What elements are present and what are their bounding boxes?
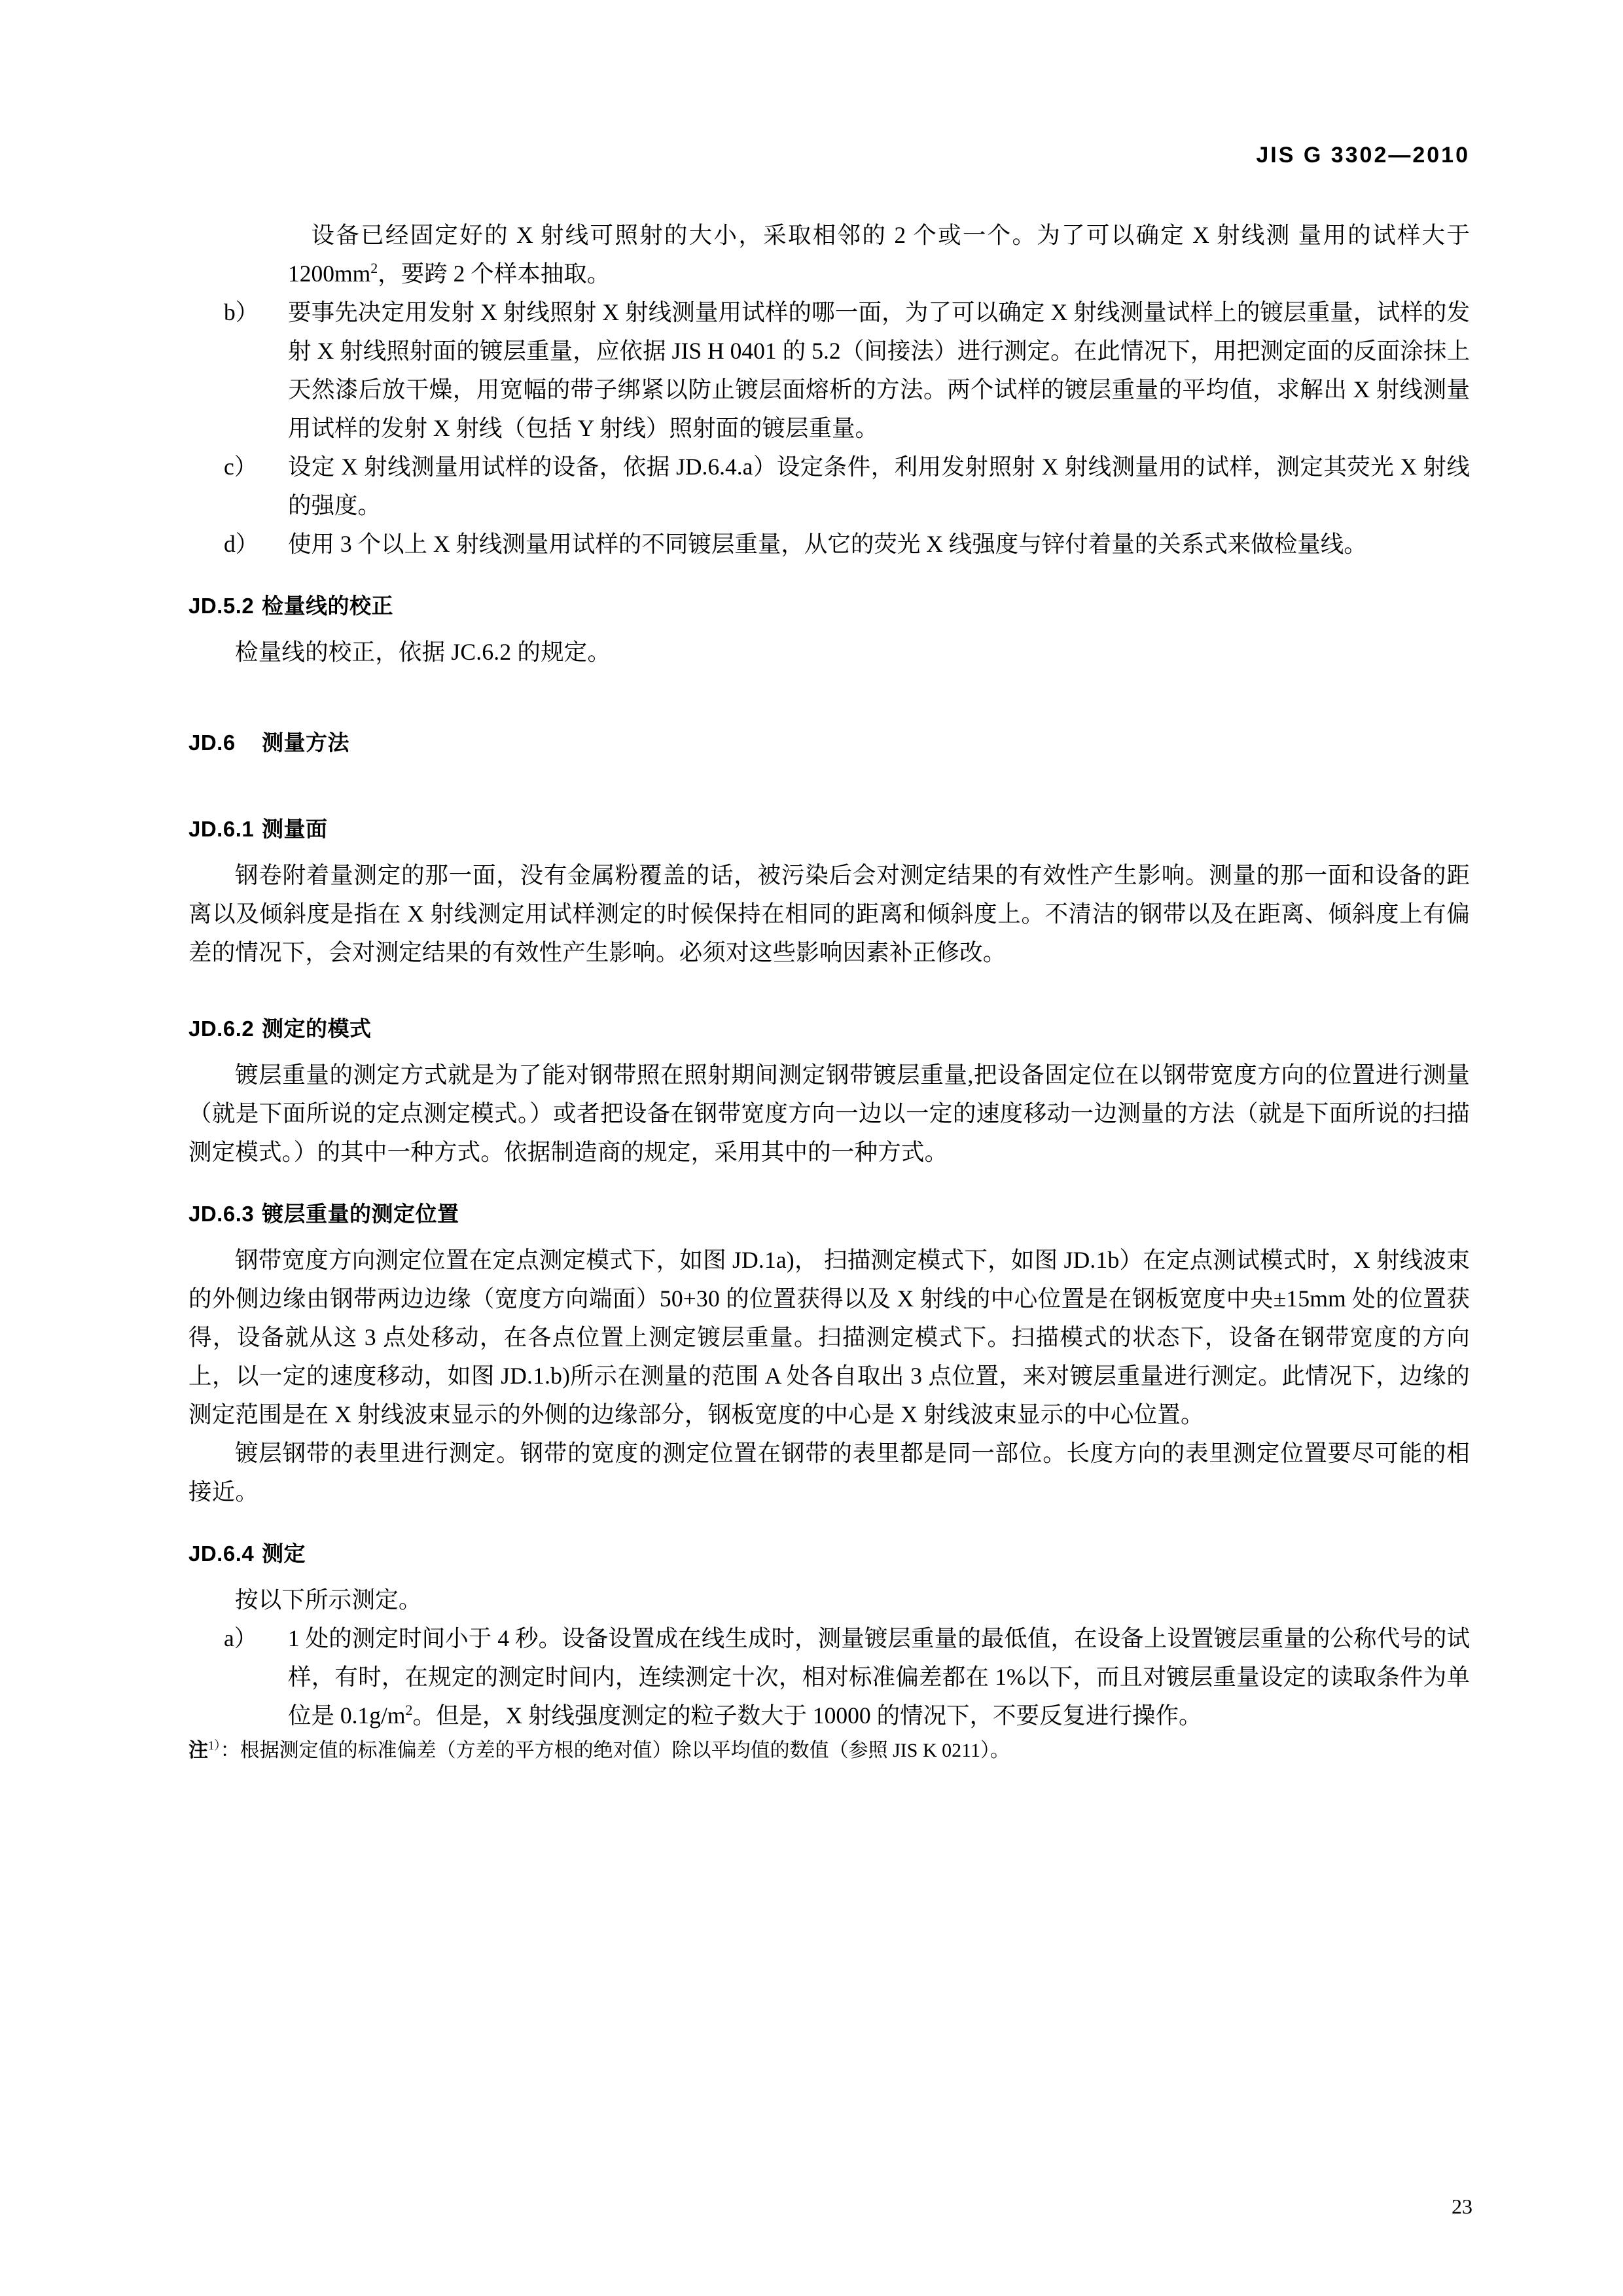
continuation-text-post: ，要跨 2 个样本抽取。 bbox=[378, 260, 611, 287]
section-number: JD.6 bbox=[188, 730, 236, 755]
section-heading-jd-6 bbox=[188, 728, 1470, 758]
section-title: 镀层重量的测定位置 bbox=[262, 1202, 459, 1226]
section-heading-jd-5-2 bbox=[188, 591, 1470, 621]
list-item bbox=[188, 293, 1470, 448]
page-content bbox=[188, 216, 1470, 1767]
section-number: JD.6.3 bbox=[188, 1202, 255, 1226]
section-title: 测定 bbox=[262, 1541, 306, 1566]
section-paragraph-jd-6-1: 钢卷附着量测定的那一面，没有金属粉覆盖的话，被污染后会对测定结果的有效性产生影响。测量的那一面和设备的距离以及倾斜度是指在 X 射线测定用试样测定的时候保持在相同的距离和倾斜度上。不清洁的钢带以及在距离、倾斜度上有偏差的情况下，会对测定结果的有效性产生影响。必须对这些影响因素补正修改。 bbox=[188, 862, 1470, 965]
footnote-label: 注 bbox=[188, 1740, 208, 1761]
section-title: 测量方法 bbox=[262, 730, 349, 755]
section-number: JD.5.2 bbox=[188, 594, 255, 618]
section-paragraph-jd-6-3-first: 钢带宽度方向测定位置在定点测定模式下，如图 JD.1a)， 扫描测定模式下，如图 JD.1b）在定点测试模式时，X 射线波束的外侧边缘由钢带两边边缘（宽度方向端面）50+30 的位置获得以及 X 射线的中心位置是在钢板宽度中央±15mm 处的位置获得，设备就从这 3 点处移动，在各点位置上测定镀层重量。扫描测定模式下。扫描模式的状态下，设备在钢带宽度的方向上，以一定的速度移动，如图 JD.1.b)所示在测量的范围 A 处各自取出 3 点位置，来对镀层重量进行测定。此情况下，边缘的测定范围是在 X 射线波束显示的外侧的边缘部分，钢板宽度的中心是 X 射线波束显示的中心位置。 bbox=[188, 1247, 1470, 1427]
list-item-marker: b） bbox=[224, 299, 259, 325]
section-heading-jd-6-4 bbox=[188, 1539, 1470, 1569]
section-title: 检量线的校正 bbox=[262, 594, 393, 618]
section-paragraph-jd-6-4: 按以下所示测定。 bbox=[235, 1587, 422, 1613]
footnote-text: 根据测定值的标准偏差（方差的平方根的绝对值）除以平均值的数值（参照 JIS K 0211）。 bbox=[240, 1740, 1010, 1761]
superscript-square: 2 bbox=[370, 260, 378, 277]
list-item-text: 要事先决定用发射 X 射线照射 X 射线测量用试样的哪一面，为了可以确定 X 射线测量试样上的镀层重量，试样的发射 X 射线照射面的镀层重量，应依据 JIS H 0401 的 5.2（间接法）进行测定。在此情况下，用把测定面的反面涂抹上天然漆后放干燥，用宽幅的带子绑紧以防止镀层面熔析的方法。两个试样的镀层重量的平均值，求解出 X 射线测量用试样的发射 X 射线（包括 Y 射线）照射面的镀层重量。 bbox=[288, 299, 1470, 441]
section-title: 测量面 bbox=[262, 817, 328, 841]
footnote-separator: ： bbox=[220, 1740, 240, 1761]
list-item bbox=[188, 525, 1470, 564]
list-item bbox=[188, 1619, 1470, 1735]
footnote bbox=[188, 1735, 1470, 1767]
continuation-paragraph bbox=[288, 216, 1470, 293]
list-item-text: 使用 3 个以上 X 射线测量用试样的不同镀层重量，从它的荧光 X 线强度与锌付着量的关系式来做检量线。 bbox=[288, 531, 1367, 557]
section-number: JD.6.1 bbox=[188, 817, 255, 841]
continuation-text-pre: 设备已经固定好的 X 射线可照射的大小，采取相邻的 2 个或一个。为了可以确定 X 射线测 量用的试样大于 1200mm bbox=[288, 222, 1470, 287]
section-heading-jd-6-3 bbox=[188, 1199, 1470, 1229]
section-heading-jd-6-2 bbox=[188, 1014, 1470, 1044]
list-item-marker: c） bbox=[224, 454, 258, 480]
list-item-marker: d） bbox=[224, 531, 259, 557]
list-item-text-post: 。但是，X 射线强度测定的粒子数大于 10000 的情况下，不要反复进行操作。 bbox=[412, 1702, 1202, 1729]
section-paragraph-jd-6-3-second: 镀层钢带的表里进行测定。钢带的宽度的测定位置在钢带的表里都是同一部位。长度方向的表里测定位置要尽可能的相接近。 bbox=[188, 1440, 1470, 1505]
section-number: JD.6.2 bbox=[188, 1016, 255, 1041]
page-number: 23 bbox=[1452, 2195, 1472, 2218]
footnote-marker: 1） bbox=[208, 1739, 221, 1753]
list-item-text: 设定 X 射线测量用试样的设备，依据 JD.6.4.a）设定条件，利用发射照射 X 射线测量用的试样，测定其荧光 X 射线的强度。 bbox=[288, 454, 1470, 518]
section-paragraph-jd-6-2: 镀层重量的测定方式就是为了能对钢带照在照射期间测定钢带镀层重量,把设备固定位在以钢带宽度方向的位置进行测量（就是下面所说的定点测定模式。）或者把设备在钢带宽度方向一边以一定的速度移动一边测量的方法（就是下面所说的扫描测定模式。）的其中一种方式。依据制造商的规定，采用其中的一种方式。 bbox=[188, 1062, 1470, 1165]
superscript-square: 2 bbox=[405, 1702, 413, 1719]
page-header-standard-ref: JIS G 3302—2010 bbox=[1256, 143, 1470, 168]
list-item-text bbox=[288, 1619, 1470, 1735]
section-paragraph-jd-5-2: 检量线的校正，依据 JC.6.2 的规定。 bbox=[235, 639, 611, 665]
section-heading-jd-6-1 bbox=[188, 814, 1470, 844]
list-item-text-pre: 1 处的测定时间小于 4 秒。设备设置成在线生成时，测量镀层重量的最低值，在设备上设置镀层重量的公称代号的试样，有时，在规定的测定时间内，连续测定十次，相对标准偏差都在 1%以下，而且对镀层重量设定的读取条件为单位是 0.1g/m bbox=[288, 1625, 1470, 1729]
section-title: 测定的模式 bbox=[262, 1016, 372, 1041]
list-item bbox=[188, 448, 1470, 525]
section-number: JD.6.4 bbox=[188, 1541, 255, 1566]
list-item-marker: a） bbox=[224, 1625, 258, 1651]
